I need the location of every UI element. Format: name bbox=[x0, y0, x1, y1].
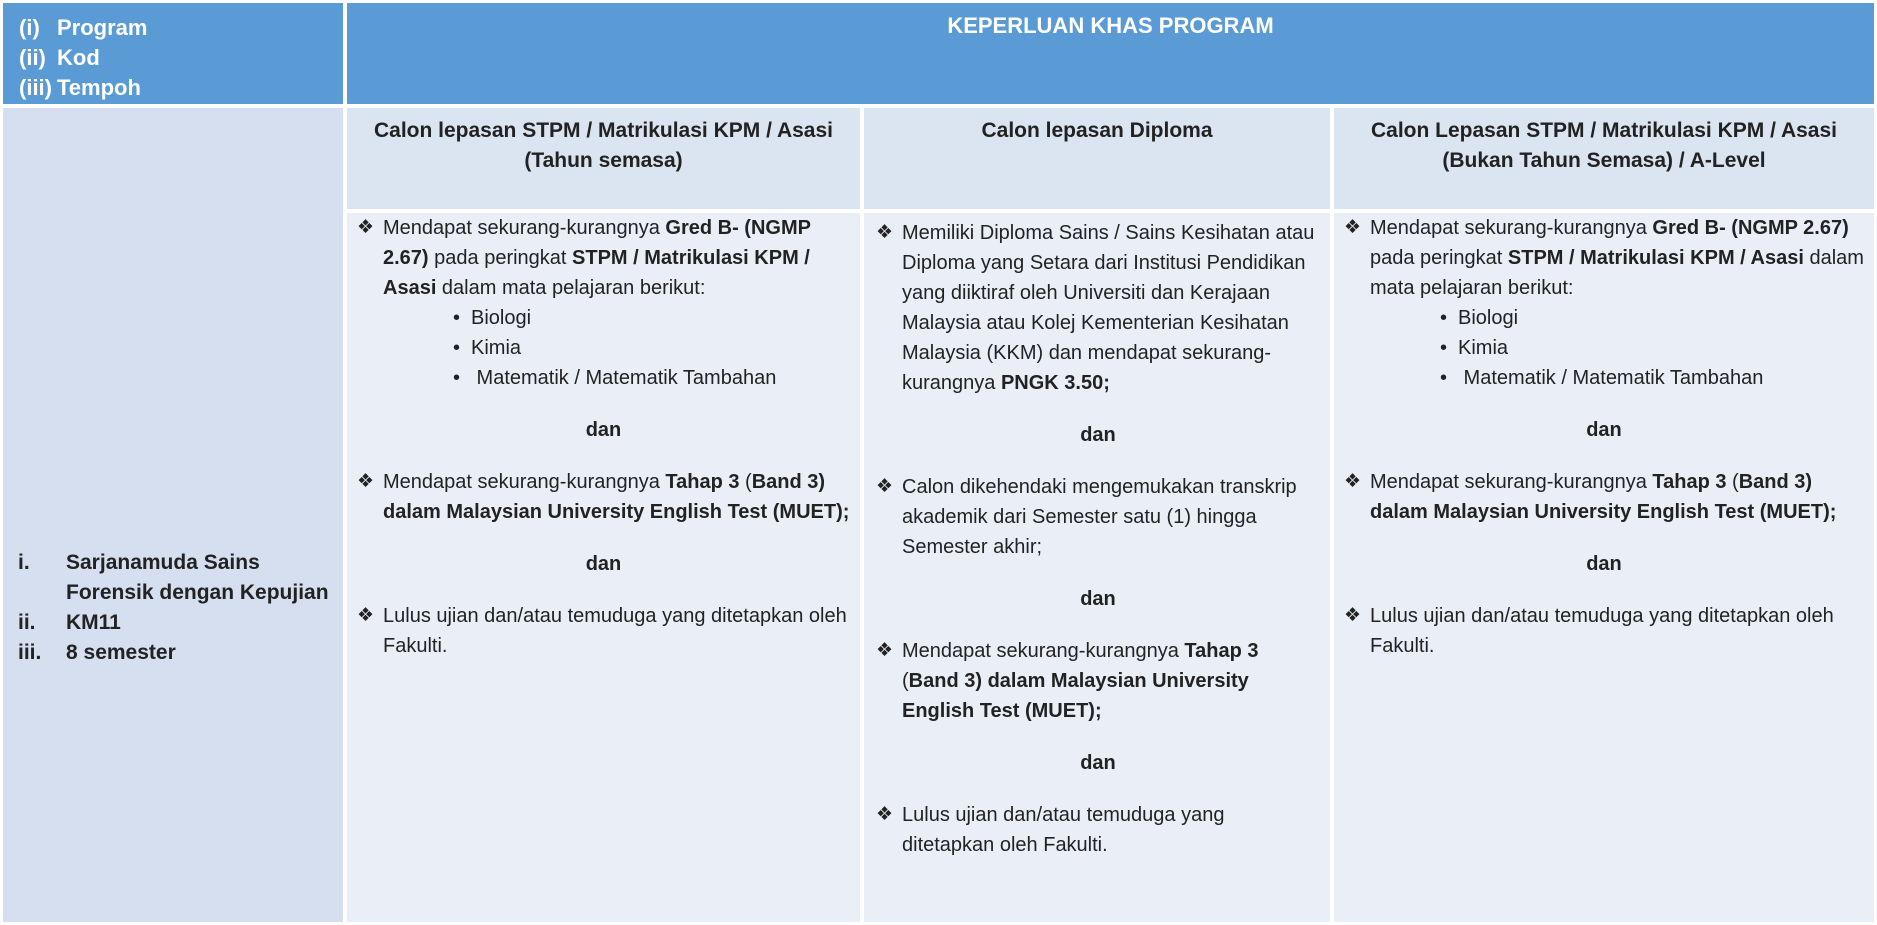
program-list bbox=[18, 548, 331, 668]
subject-item: • Kimia bbox=[453, 337, 522, 359]
requirement-interview: ❖ Lulus ujian dan/atau temuduga yang ditetapkan oleh Fakulti. bbox=[876, 800, 1320, 860]
column-header-stpm-previous: Calon Lepasan STPM / Matrikulasi KPM / Asasi (Bukan Tahun Semasa) / A-Level bbox=[1334, 108, 1874, 209]
header-title: KEPERLUAN KHAS PROGRAM bbox=[947, 13, 1274, 38]
subject-list bbox=[1344, 303, 1864, 393]
requirement-transcript: ❖ Calon dikehendaki mengemukakan transkrip akademik dari Semester satu (1) hingga Semester akhir; bbox=[876, 472, 1320, 562]
diamond-bullet-icon: ❖ bbox=[357, 605, 375, 626]
column-header-diploma: Calon lepasan Diploma bbox=[864, 108, 1330, 209]
connector-dan: dan bbox=[1080, 588, 1116, 610]
diamond-bullet-icon: ❖ bbox=[876, 222, 894, 243]
column-header-stpm-current: Calon lepasan STPM / Matrikulasi KPM / Asasi (Tahun semasa) bbox=[347, 108, 860, 209]
diamond-bullet-icon: ❖ bbox=[357, 471, 375, 492]
diamond-bullet-icon: ❖ bbox=[1344, 471, 1362, 492]
program-name: i. Sarjanamuda Sains Forensik dengan Kepujian bbox=[18, 551, 329, 604]
requirement-muet: ❖ Mendapat sekurang-kurangnya Tahap 3 (Band 3) dalam Malaysian University English Test (MUET); bbox=[1344, 467, 1864, 527]
program-cell bbox=[3, 108, 343, 922]
diamond-bullet-icon: ❖ bbox=[876, 476, 894, 497]
diamond-bullet-icon: ❖ bbox=[1344, 605, 1362, 626]
requirement-muet: ❖ Mendapat sekurang-kurangnya Tahap 3 (Band 3) dalam Malaysian University English Test (MUET); bbox=[876, 636, 1320, 726]
requirement-grade: ❖ Mendapat sekurang-kurangnya Gred B- (NGMP 2.67) pada peringkat STPM / Matrikulasi KPM / Asasi dalam mata pelajaran berikut: bbox=[357, 213, 850, 303]
subject-item: • Matematik / Matematik Tambahan bbox=[453, 367, 777, 389]
diamond-bullet-icon: ❖ bbox=[876, 804, 894, 825]
diamond-bullet-icon: ❖ bbox=[357, 217, 375, 238]
requirement-diploma: ❖ Memiliki Diploma Sains / Sains Kesihatan atau Diploma yang Setara dari Institusi Pendidikan yang diiktiraf oleh Universiti dan Kerajaan Malaysia atau Kolej Kementerian Kesihatan Malaysia (KKM) dan mendapat sekurang-kurangnya PNGK 3.50; bbox=[876, 218, 1320, 398]
requirement-interview: ❖ Lulus ujian dan/atau temuduga yang ditetapkan oleh Fakulti. bbox=[1344, 601, 1864, 661]
header-left-cell bbox=[3, 3, 343, 104]
header-line-kod: (ii) Kod bbox=[19, 45, 100, 70]
diamond-bullet-icon: ❖ bbox=[876, 640, 894, 661]
requirements-column-1 bbox=[347, 213, 860, 922]
header-line-program: (i) Program bbox=[19, 15, 148, 40]
diamond-bullet-icon: ❖ bbox=[1344, 217, 1362, 238]
requirements-column-3 bbox=[1334, 213, 1874, 922]
requirements-column-2 bbox=[864, 213, 1330, 922]
program-code: ii. KM11 bbox=[18, 611, 121, 634]
connector-dan: dan bbox=[1586, 553, 1622, 575]
header-title-cell bbox=[347, 3, 1874, 104]
connector-dan: dan bbox=[585, 419, 622, 441]
connector-dan: dan bbox=[585, 553, 622, 575]
connector-dan: dan bbox=[1586, 419, 1622, 441]
subject-item: • Kimia bbox=[1440, 337, 1509, 359]
requirement-grade: ❖ Mendapat sekurang-kurangnya Gred B- (NGMP 2.67) pada peringkat STPM / Matrikulasi KPM / Asasi dalam mata pelajaran berikut: bbox=[1344, 213, 1864, 303]
program-duration: iii. 8 semester bbox=[18, 641, 176, 664]
header-line-tempoh: (iii) Tempoh bbox=[19, 75, 141, 100]
subject-item: • Biologi bbox=[453, 307, 532, 329]
requirement-interview: ❖ Lulus ujian dan/atau temuduga yang ditetapkan oleh Fakulti. bbox=[357, 601, 850, 661]
connector-dan: dan bbox=[1080, 752, 1116, 774]
subject-list bbox=[357, 303, 850, 393]
subject-item: • Matematik / Matematik Tambahan bbox=[1440, 367, 1764, 389]
connector-dan: dan bbox=[1080, 424, 1116, 446]
subject-item: • Biologi bbox=[1440, 307, 1519, 329]
requirement-muet: ❖ Mendapat sekurang-kurangnya Tahap 3 (Band 3) dalam Malaysian University English Test (MUET); bbox=[357, 467, 850, 527]
